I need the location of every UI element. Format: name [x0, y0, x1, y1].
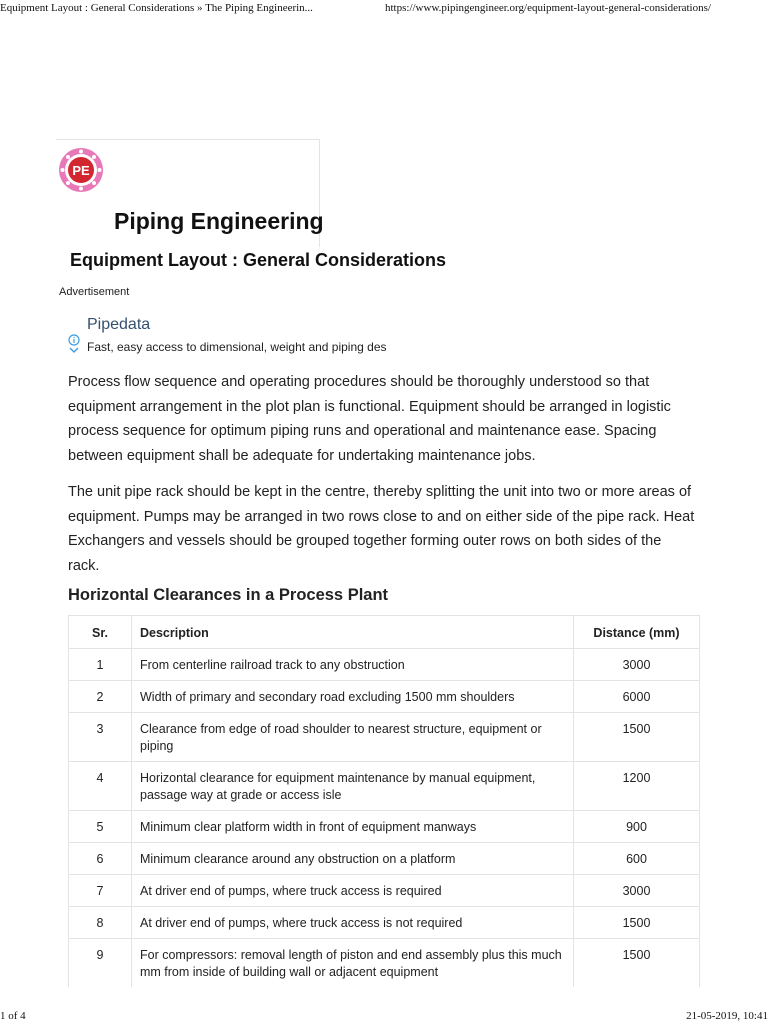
ad-text[interactable]: Fast, easy access to dimensional, weight and piping des: [87, 340, 387, 354]
cell-sr: 9: [69, 939, 132, 988]
cell-description: Horizontal clearance for equipment maintenance by manual equipment, passage way at grade or access isle: [132, 762, 574, 811]
print-header: [0, 2, 768, 18]
clearances-table: [68, 615, 700, 987]
cell-sr: 6: [69, 843, 132, 875]
ad-title[interactable]: Pipedata: [87, 316, 151, 333]
site-branding[interactable]: [56, 139, 324, 247]
logo-bolt: [98, 168, 102, 172]
logo-bolt: [61, 168, 65, 172]
logo-bolt: [66, 181, 70, 185]
table-row: [69, 907, 700, 939]
table-row: [69, 681, 700, 713]
cell-sr: 3: [69, 713, 132, 762]
advertisement-box[interactable]: [66, 315, 426, 359]
table-row: [69, 811, 700, 843]
table-row: [69, 713, 700, 762]
cell-description: Clearance from edge of road shoulder to nearest structure, equipment or piping: [132, 713, 574, 762]
cell-description: Minimum clear platform width in front of equipment manways: [132, 811, 574, 843]
article-paragraph: The unit pipe rack should be kept in the centre, thereby splitting the unit into two or more areas of equipment. Pumps may be arranged in two rows close to and on either side of the pipe rack. Heat Exchangers and vessels should be grouped together forming outer rows on both sides of the rack.: [68, 484, 695, 574]
ad-chevron-down-icon[interactable]: [69, 347, 79, 354]
cell-sr: 2: [69, 681, 132, 713]
cell-description: For compressors: removal length of piston and end assembly plus this much mm from inside of building wall or adjacent equipment: [132, 939, 574, 988]
cell-distance: 1500: [574, 907, 700, 939]
table-row: [69, 939, 700, 988]
table-row: [69, 843, 700, 875]
print-header-url[interactable]: https://www.pipingengineer.org/equipment-layout-general-considerations/: [385, 2, 711, 14]
cell-distance: 1500: [574, 713, 700, 762]
cell-sr: 1: [69, 649, 132, 681]
logo-bolt: [92, 181, 96, 185]
cell-description: From centerline railroad track to any obstruction: [132, 649, 574, 681]
page-number: 1 of 4: [0, 1010, 26, 1022]
cell-distance: 3000: [574, 649, 700, 681]
pe-logo-icon[interactable]: [57, 146, 105, 194]
cell-sr: 5: [69, 811, 132, 843]
cell-distance: 600: [574, 843, 700, 875]
section-heading: Horizontal Clearances in a Process Plant: [68, 586, 389, 604]
cell-description: Minimum clearance around any obstruction on a platform: [132, 843, 574, 875]
table-row: [69, 875, 700, 907]
logo-bolt: [92, 155, 96, 159]
site-name[interactable]: Piping Engineering: [114, 208, 324, 234]
table-header-row: [69, 616, 700, 649]
cell-distance: 1200: [574, 762, 700, 811]
header-distance: Distance (mm): [574, 616, 700, 649]
cell-distance: 1500: [574, 939, 700, 988]
table-row: [69, 762, 700, 811]
table-row: [69, 649, 700, 681]
cell-description: Width of primary and secondary road excluding 1500 mm shoulders: [132, 681, 574, 713]
cell-sr: 7: [69, 875, 132, 907]
page-title: Equipment Layout : General Considerations: [70, 250, 447, 270]
logo-text: PE: [72, 163, 90, 178]
cell-sr: 4: [69, 762, 132, 811]
header-description: Description: [132, 616, 574, 649]
article-paragraph: Process flow sequence and operating procedures should be thoroughly understood so that equipment arrangement in the plot plan is functional. Equipment should be arranged in logistic process sequence for optimum piping runs and operational and maintenance ease. Spacing between equipment shall be adequate for undertaking maintenance jobs.: [68, 374, 671, 464]
header-sr: Sr.: [69, 616, 132, 649]
logo-bolt: [66, 155, 70, 159]
cell-distance: 900: [574, 811, 700, 843]
advertisement-label: Advertisement: [59, 286, 130, 298]
ad-info-icon[interactable]: [68, 334, 80, 346]
cell-sr: 8: [69, 907, 132, 939]
logo-bolt: [79, 187, 83, 191]
cell-description: At driver end of pumps, where truck access is not required: [132, 907, 574, 939]
cell-distance: 3000: [574, 875, 700, 907]
cell-description: At driver end of pumps, where truck access is required: [132, 875, 574, 907]
logo-bolt: [79, 150, 83, 154]
cell-distance: 6000: [574, 681, 700, 713]
print-footer: [0, 1010, 768, 1024]
print-datetime: 21-05-2019, 10:41: [686, 1010, 768, 1022]
print-header-title: Equipment Layout : General Considerations » The Piping Engineerin...: [0, 2, 313, 14]
